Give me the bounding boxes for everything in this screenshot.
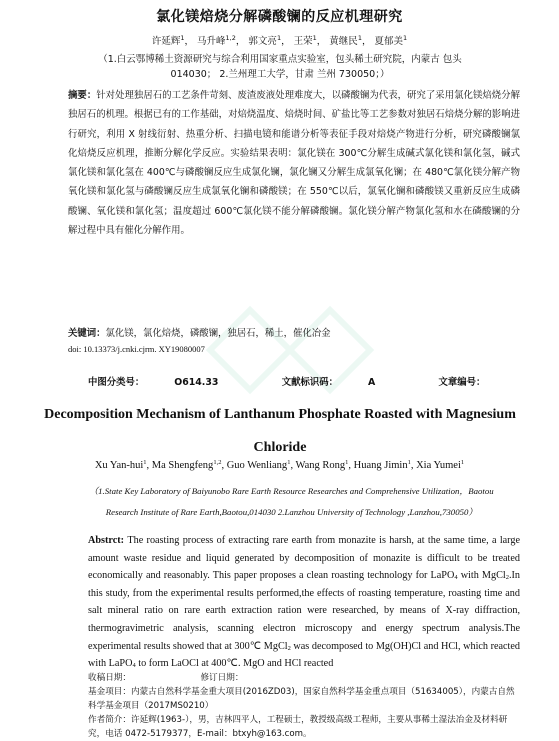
author-affiliation-mark: 1,2 <box>225 34 236 42</box>
date-row <box>88 671 520 685</box>
author-name: Wang Rong <box>295 460 346 471</box>
article-number-label: 文章编号： <box>438 377 486 388</box>
author-affiliation-mark: 1 <box>276 34 282 42</box>
english-abstract <box>88 532 520 673</box>
footnote-block <box>88 671 520 741</box>
author-affiliation-mark: 1 <box>407 459 411 466</box>
chinese-affiliation <box>50 52 510 82</box>
affiliation-line: （1.白云鄂博稀土资源研究与综合利用国家重点实验室，包头稀土研究院，内蒙古 包头 <box>98 54 462 65</box>
classification-row <box>88 374 515 388</box>
author-name: 王荣 <box>293 36 313 47</box>
abstract-text: 针对处理独居石的工艺条件苛刻、废渣废液处理难度大，以磷酸镧为代表，研究了采用氯化镁焙烧分解独居石的机理。根据已有的工作基础，对焙烧温度、焙烧时间、矿盐比等工艺参数对独居石焙烧分解的影响进行研究，利用 X 射线衍射、热重分析、扫描电镜和能谱分析等表征手段对焙烧产物进行分析，研究磷酸镧氯化焙烧反应机理，推断分解化学反应。实验结果表明：氯化镁在 300℃分解生成碱式氯化镁和氯化氢，碱式氯化镁和氯化氢在 400℃与磷酸镧反应生成氯化镧，氯化镧又分解生成氯氧化镧；在 480℃氯化镁分解产物氧化镁和氯化氢与磷酸镧反应生成氯氧化镧和磷酸镁；在 550℃以后，氯氧化镧和磷酸镁又重新反应生成磷酸镧、氧化镁和氯化氢；温度超过 600℃氯化镁不能分解磷酸镧。氯化镁分解产物氯化氢和水在磷酸镧的分解过程中具有催化分解作用。 <box>68 90 520 237</box>
author-name: 马升峰 <box>197 36 226 47</box>
english-affiliation: （1.State Key Laboratory of Baiyunobo Rare Earth Resource Researches and Comprehensive Utilization，Baotou Research Institute of Rare Earth,Baotou,014030 2.Lanzhou University of Technology ,Lanzhou,730050） <box>89 486 494 517</box>
author-affiliation-mark: 1 <box>180 34 185 42</box>
author-affiliation-mark: 1 <box>287 459 291 466</box>
author-affiliation-mark: 1 <box>345 459 349 466</box>
author-affiliation-mark: 1 <box>403 34 408 42</box>
author-name: Ma Shengfeng <box>151 460 214 471</box>
abstract-label: Abstrct: <box>88 535 125 546</box>
author-name: Xu Yan-hui <box>94 460 144 471</box>
revised-date-label: 修订日期： <box>200 673 244 683</box>
chinese-keywords <box>68 325 520 339</box>
chemical-subscript: 4 <box>132 662 136 670</box>
document-code-value: A <box>367 377 376 388</box>
chinese-author-list: 许延辉$^1$， 马升峰$^{1,2}$， 郭文亮$^1$， 王荣$^1$， 黄继民$^1$， 夏郁美$^1$ <box>151 34 408 47</box>
author-affiliation-mark: 1 <box>460 459 465 466</box>
author-affiliation-mark: 1,2 <box>213 459 222 466</box>
class-number-value: O614.33 <box>174 377 219 388</box>
chemical-subscript: 2 <box>505 574 509 582</box>
author-name: Guo Wenliang <box>226 460 288 471</box>
author-affiliation-mark: 1 <box>357 34 362 42</box>
author-name: 许延辉 <box>151 36 181 47</box>
doi: doi: 10.13373/j.cnki.cjrm. XY19080007 <box>68 344 205 354</box>
chinese-title: 氯化镁焙烧分解磷酸镧的反应机理研究 <box>156 9 403 25</box>
author-name: Xia Yumei <box>416 460 461 471</box>
author-affiliation-mark: 1 <box>143 459 147 466</box>
document-code-label: 文献标识码： <box>281 377 338 388</box>
class-number <box>88 377 248 388</box>
keywords-text: 氯化镁，氯化焙烧，磷酸镧，独居石，稀土，催化冶金 <box>105 328 331 339</box>
class-number-label: 中图分类号： <box>88 377 145 388</box>
received-date-label: 收稿日期： <box>88 673 131 683</box>
abstract-label: 摘要： <box>68 90 97 101</box>
english-title: Decomposition Mechanism of Lanthanum Phosphate Roasted with Magnesium Chloride <box>44 407 516 455</box>
abstract-text: The roasting process of extracting rare earth from monazite is harsh, at the same time, a large amount waste residue and liquid generated by decomposition of monazite is difficult to be treated economically and reasonably. This paper proposes a clean roasting technology for LaPO$_4$ with MgCl$_2$.In this study, from the experimental results performed,the effects of roasting temperature, roasting time and salt mineral ratio on rare earth extraction ration were researched, by means of X-ray diffraction, thermogravimetric analysis, scanning electron microscopy and energy spectrum analysis.The experimental results showed that at 300℃ MgCl$_2$ was decomposed to Mg(OH)Cl and HCl, which reacted with LaPO$_4$ to form LaOCl at 400℃. MgO and HCl reacted <box>88 535 521 670</box>
author-affiliation-mark: 1 <box>312 34 317 42</box>
chemical-subscript: 4 <box>454 574 458 582</box>
chinese-abstract <box>68 86 520 240</box>
author-name: 黄继民 <box>329 36 358 47</box>
english-author-list: Xu Yan-hui$^1$, Ma Shengfeng$^{1,2}$, Guo Wenliang$^1$, Wang Rong$^1$, Huang Jimin$^1$, Xia Yumei$^1$ <box>94 459 465 471</box>
author-bio: 作者简介：许延辉(1963-），男，吉林四平人，工程硕士，教授级高级工程师，主要从事稀土湿法冶金及材料研究，电话 0472-5179377，E-mail：btxyh@163.com。 <box>88 715 508 739</box>
affiliation-line: 014030； 2.兰州理工大学，甘肃 兰州 730050；） <box>170 69 390 80</box>
author-name: 夏郁美 <box>374 36 403 47</box>
document-code <box>282 377 406 388</box>
author-name: Huang Jimin <box>353 460 408 471</box>
author-name: 郭文亮 <box>248 36 277 47</box>
fund-info: 基金项目：内蒙古自然科学基金重大项目(2016ZD03)，国家自然科学基金重点项目（51634005），内蒙古自然科学基金项目（2017MS0210） <box>88 687 515 711</box>
chemical-subscript: 2 <box>287 644 291 652</box>
keywords-label: 关键词： <box>68 328 106 339</box>
watermark-seal <box>190 290 390 410</box>
